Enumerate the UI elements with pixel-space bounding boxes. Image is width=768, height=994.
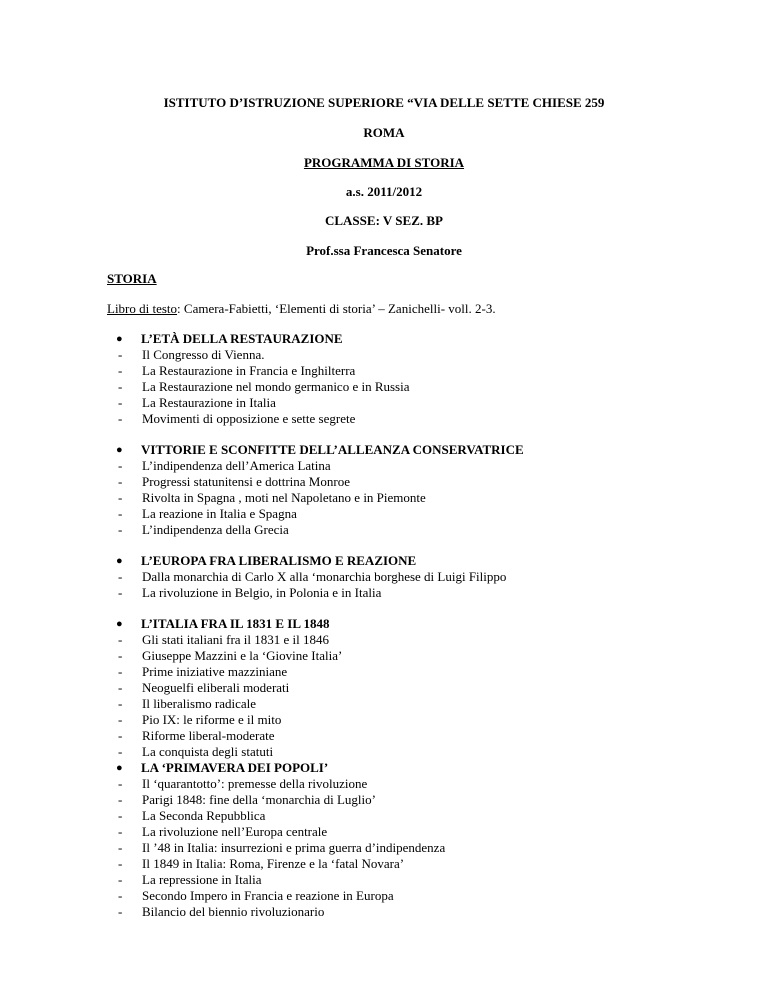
list-item	[116, 824, 676, 840]
list-item	[116, 888, 676, 904]
bullet-icon: ●	[116, 555, 123, 567]
teacher-line: Prof.ssa Francesca Senatore	[306, 243, 462, 258]
bullet-icon: ●	[116, 618, 123, 630]
topic-title-text: L’EUROPA FRA LIBERALISMO E REAZIONE	[141, 553, 417, 568]
list-item-text: La Restaurazione nel mondo germanico e in Russia	[142, 379, 410, 394]
topic-title-text: L’ETÀ DELLA RESTAURAZIONE	[141, 331, 343, 346]
dash-icon: -	[118, 856, 123, 871]
list-item	[116, 648, 676, 664]
topic-block	[116, 553, 676, 601]
list-item	[116, 632, 676, 648]
list-item	[116, 458, 676, 474]
topic-block	[116, 331, 676, 427]
list-item	[116, 744, 676, 760]
topic-title-text: L’ITALIA FRA IL 1831 E IL 1848	[141, 616, 330, 631]
dash-icon: -	[118, 411, 123, 426]
city-title: ROMA	[363, 125, 405, 140]
list-item-text: La Restaurazione in Italia	[142, 395, 276, 410]
list-item	[116, 808, 676, 824]
textbook-line	[107, 301, 496, 317]
list-item-text: Il Congresso di Vienna.	[142, 347, 265, 362]
topic-title-text: VITTORIE E SCONFITTE DELL’ALLEANZA CONSERVATRICE	[141, 442, 524, 457]
list-item-text: Il liberalismo radicale	[142, 696, 257, 711]
list-item-text: Dalla monarchia di Carlo X alla ‘monarchia borghese di Luigi Filippo	[142, 569, 507, 584]
list-item-text: Rivolta in Spagna , moti nel Napoletano e in Piemonte	[142, 490, 426, 505]
list-item-text: Il ‘quarantotto’: premesse della rivoluzione	[142, 776, 368, 791]
list-item	[116, 696, 676, 712]
list-item	[116, 840, 676, 856]
dash-icon: -	[118, 474, 123, 489]
dash-icon: -	[118, 808, 123, 823]
list-item	[116, 522, 676, 538]
list-item	[116, 379, 676, 395]
list-item	[116, 728, 676, 744]
textbook-label: Libro di testo	[107, 301, 178, 316]
bullet-icon: ●	[116, 762, 123, 774]
list-item-text: L’indipendenza della Grecia	[142, 522, 289, 537]
list-item	[116, 872, 676, 888]
topic-item-list	[116, 632, 676, 760]
dash-icon: -	[118, 395, 123, 410]
dash-icon: -	[118, 522, 123, 537]
textbook-value: : Camera-Fabietti, ‘Elementi di storia’ – Zanichelli- voll. 2-3.	[177, 301, 496, 316]
list-item	[116, 363, 676, 379]
list-item	[116, 792, 676, 808]
list-item-text: Bilancio del biennio rivoluzionario	[142, 904, 325, 919]
list-item-text: La Seconda Repubblica	[142, 808, 266, 823]
class-line: CLASSE: V SEZ. BP	[324, 213, 443, 228]
list-item	[116, 506, 676, 522]
dash-icon: -	[118, 792, 123, 807]
list-item-text: Giuseppe Mazzini e la ‘Giovine Italia’	[142, 648, 343, 663]
topic-item-list	[116, 347, 676, 427]
school-year: a.s. 2011/2012	[345, 184, 423, 199]
bullet-icon: ●	[116, 333, 123, 345]
list-item	[116, 411, 676, 427]
list-item	[116, 712, 676, 728]
dash-icon: -	[118, 506, 123, 521]
list-item	[116, 904, 676, 920]
list-item-text: Neoguelfi eliberali moderati	[142, 680, 290, 695]
list-item	[116, 776, 676, 792]
topic-title	[116, 553, 676, 569]
list-item	[116, 347, 676, 363]
dash-icon: -	[118, 632, 123, 647]
dash-icon: -	[118, 728, 123, 743]
list-item-text: Prime iniziative mazziniane	[142, 664, 288, 679]
section-heading: STORIA	[107, 271, 157, 286]
topic-title	[116, 616, 676, 632]
list-item-text: La rivoluzione nell’Europa centrale	[142, 824, 328, 839]
list-item-text: Il ’48 in Italia: insurrezioni e prima guerra d’indipendenza	[142, 840, 446, 855]
list-item-text: La conquista degli statuti	[142, 744, 274, 759]
dash-icon: -	[118, 585, 123, 600]
dash-icon: -	[118, 648, 123, 663]
dash-icon: -	[118, 680, 123, 695]
topic-block	[116, 442, 676, 538]
list-item-text: La rivoluzione in Belgio, in Polonia e in Italia	[142, 585, 382, 600]
dash-icon: -	[118, 744, 123, 759]
dash-icon: -	[118, 904, 123, 919]
dash-icon: -	[118, 458, 123, 473]
list-item-text: Gli stati italiani fra il 1831 e il 1846	[142, 632, 330, 647]
institute-title: ISTITUTO D’ISTRUZIONE SUPERIORE “VIA DELLE SETTE CHIESE 259	[163, 95, 605, 110]
dash-icon: -	[118, 888, 123, 903]
topic-title	[116, 442, 676, 458]
list-item-text: Pio IX: le riforme e il mito	[142, 712, 282, 727]
topic-block	[116, 760, 676, 920]
list-item-text: Movimenti di opposizione e sette segrete	[142, 411, 356, 426]
list-item	[116, 474, 676, 490]
topic-item-list	[116, 458, 676, 538]
dash-icon: -	[118, 569, 123, 584]
topic-title	[116, 760, 676, 776]
list-item-text: Riforme liberal-moderate	[142, 728, 275, 743]
dash-icon: -	[118, 347, 123, 362]
list-item	[116, 680, 676, 696]
list-item-text: Il 1849 in Italia: Roma, Firenze e la ‘fatal Novara’	[142, 856, 405, 871]
topic-title-text: LA ‘PRIMAVERA DEI POPOLI’	[141, 760, 329, 775]
list-item	[116, 856, 676, 872]
program-title: PROGRAMMA DI STORIA	[303, 155, 465, 170]
dash-icon: -	[118, 840, 123, 855]
dash-icon: -	[118, 824, 123, 839]
topic-item-list	[116, 569, 676, 601]
dash-icon: -	[118, 872, 123, 887]
dash-icon: -	[118, 696, 123, 711]
dash-icon: -	[118, 379, 123, 394]
list-item-text: La repressione in Italia	[142, 872, 262, 887]
dash-icon: -	[118, 363, 123, 378]
list-item	[116, 569, 676, 585]
bullet-icon: ●	[116, 444, 123, 456]
list-item-text: La Restaurazione in Francia e Inghilterra	[142, 363, 356, 378]
list-item-text: L’indipendenza dell’America Latina	[142, 458, 331, 473]
list-item-text: Progressi statunitensi e dottrina Monroe	[142, 474, 350, 489]
topic-block	[116, 616, 676, 760]
dash-icon: -	[118, 490, 123, 505]
list-item-text: Parigi 1848: fine della ‘monarchia di Luglio’	[142, 792, 376, 807]
dash-icon: -	[118, 664, 123, 679]
list-item	[116, 395, 676, 411]
list-item	[116, 664, 676, 680]
dash-icon: -	[118, 776, 123, 791]
list-item	[116, 585, 676, 601]
list-item-text: Secondo Impero in Francia e reazione in Europa	[142, 888, 394, 903]
list-item	[116, 490, 676, 506]
dash-icon: -	[118, 712, 123, 727]
topic-title	[116, 331, 676, 347]
list-item-text: La reazione in Italia e Spagna	[142, 506, 297, 521]
topic-item-list	[116, 776, 676, 920]
